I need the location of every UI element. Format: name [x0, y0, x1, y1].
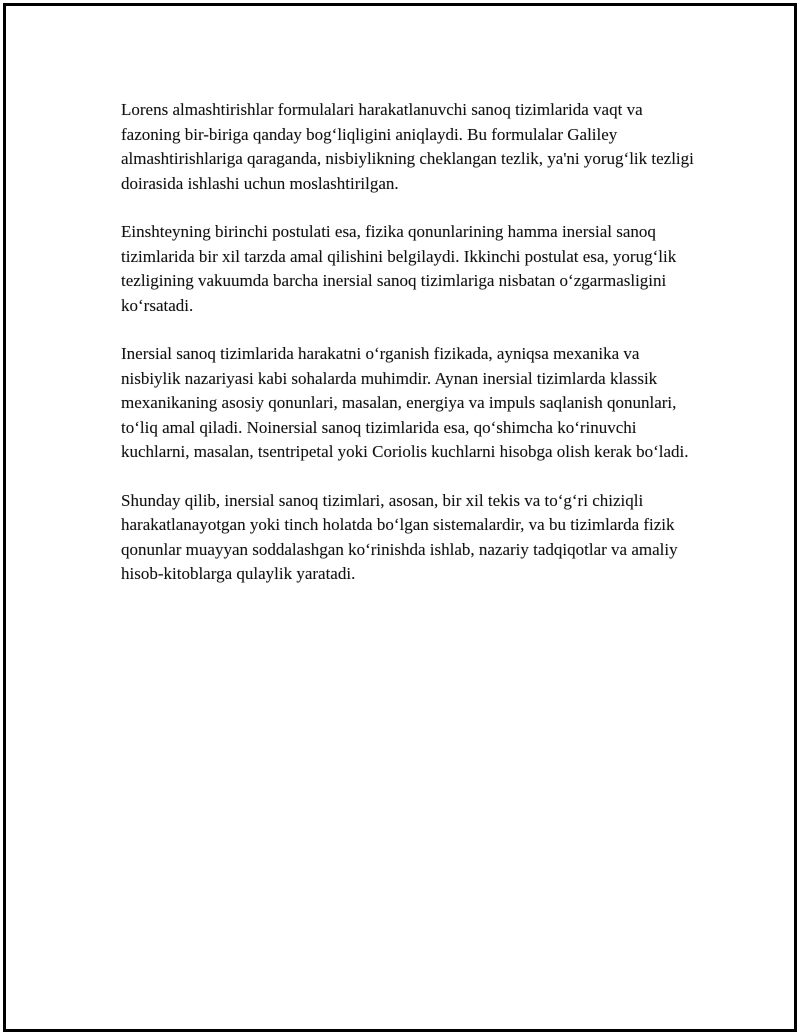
document-body — [121, 98, 696, 611]
paragraph-conclusion: Shunday qilib, inersial sanoq tizimlari, asosan, bir xil tekis va to‘g‘ri chiziqli harakatlanayotgan yoki tinch holatda bo‘lgan sistemalardir, va bu tizimlarda fizik qonunlar muayyan soddalashgan ko‘rinishda ishlab, nazariy tadqiqotlar va amaliy hisob-kitoblarga qulaylik yaratadi. — [121, 490, 678, 583]
paragraph-inertial-frames: Inersial sanoq tizimlarida harakatni o‘rganish fizikada, ayniqsa mexanika va nisbiylik nazariyasi kabi sohalarda muhimdir. Aynan inersial tizimlarda klassik mexanikaning asosiy qonunlari, masalan, energiya va impuls saqlanish qonunlari, to‘liq amal qiladi. Noinersial sanoq tizimlarida esa, qo‘shimcha ko‘rinuvchi kuchlarni, masalan, tsentripetal yoki Coriolis kuchlarni hisobga olish kerak bo‘ladi. — [121, 344, 689, 461]
paragraph-lorentz-transformations: Lorens almashtirishlar formulalari harakatlanuvchi sanoq tizimlarida vaqt va fazoning bir-biriga qanday bog‘liqligini aniqlaydi. Bu formulalar Galiley almashtirishlariga qaraganda, nisbiylikning cheklangan tezlik, ya'ni yorug‘lik tezligi doirasida ishlashi uchun moslashtirilgan. — [121, 100, 694, 193]
page-frame — [3, 3, 797, 1032]
paragraph-einstein-postulates: Einshteyning birinchi postulati esa, fizika qonunlarining hamma inersial sanoq tizimlarida bir xil tarzda amal qilishini belgilaydi. Ikkinchi postulat esa, yorug‘lik tezligining vakuumda barcha inersial sanoq tizimlariga nisbatan o‘zgarmasligini ko‘rsatadi. — [121, 222, 677, 315]
